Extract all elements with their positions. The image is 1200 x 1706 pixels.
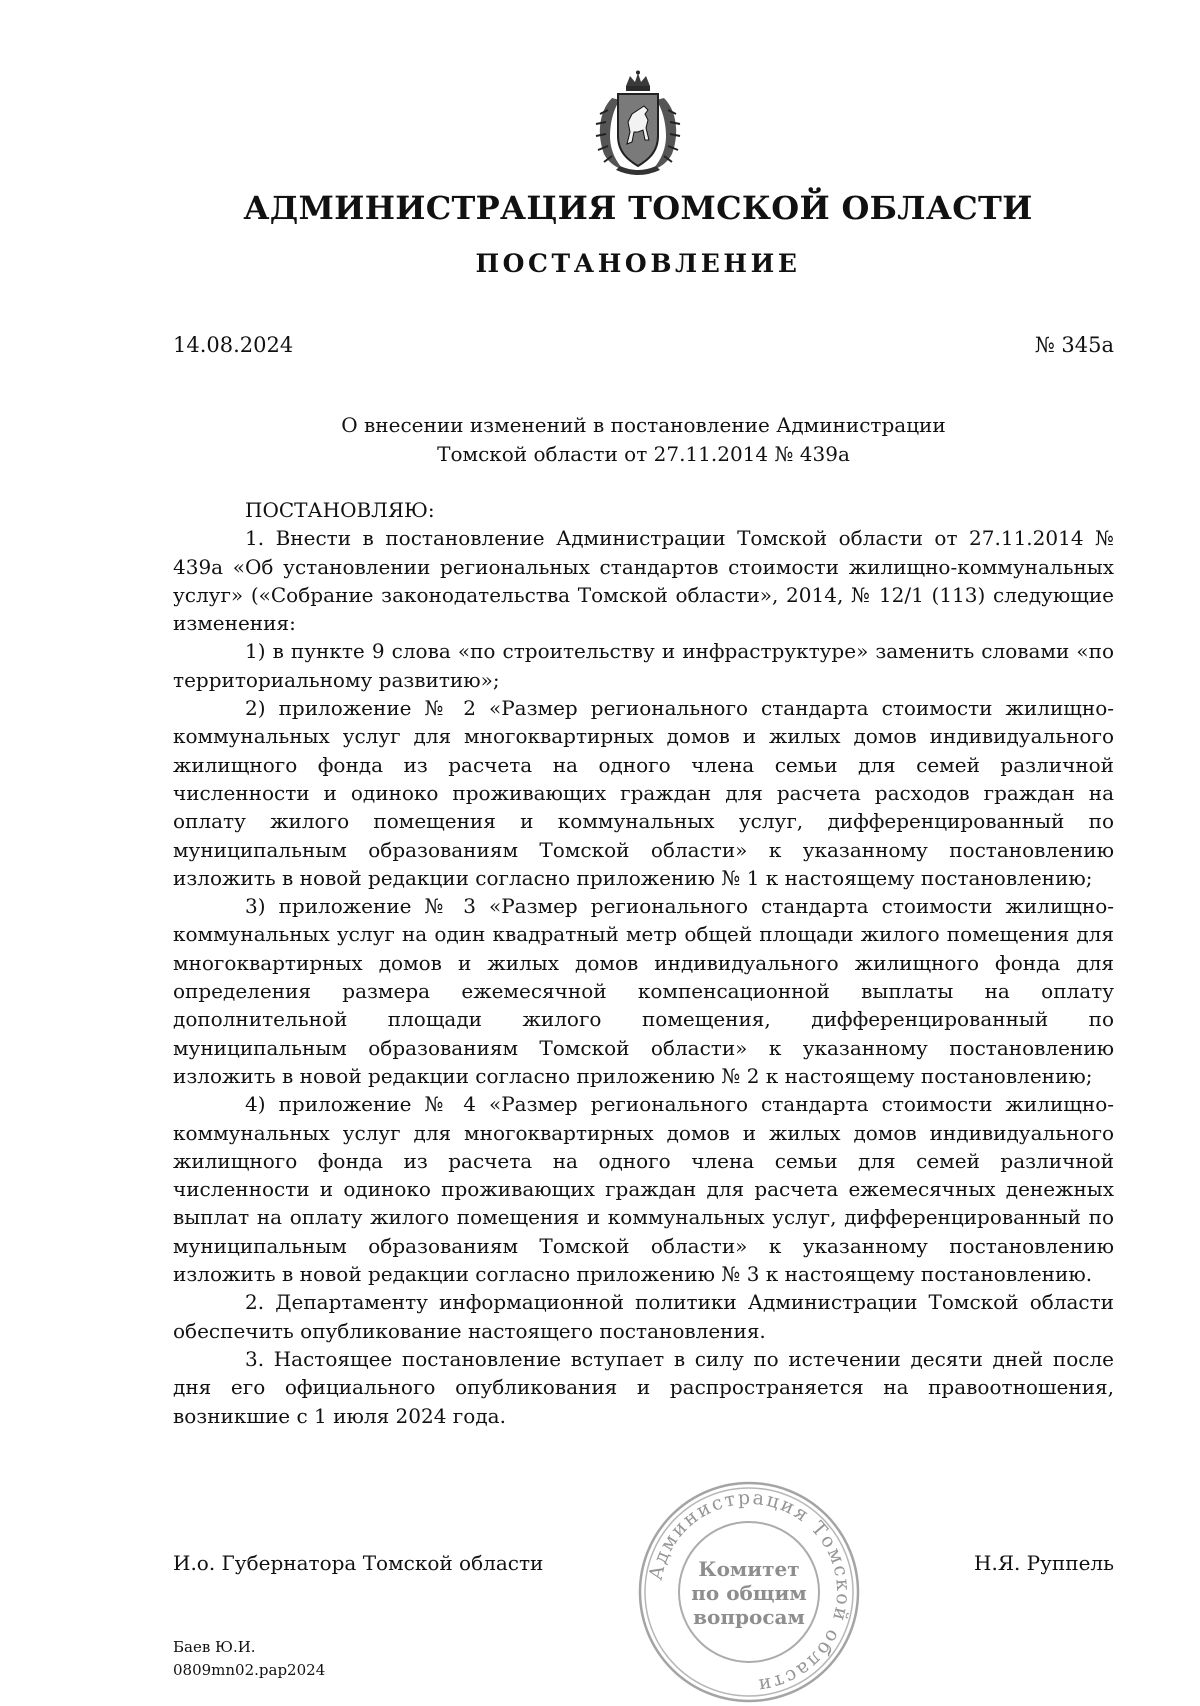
document-type-heading: ПОСТАНОВЛЕНИЕ [475, 249, 801, 278]
stamp-line: Комитет [698, 1557, 800, 1581]
paragraph-2: 2. Департаменту информационной политики Администрации Томской области обеспечить опубликование настоящего постановления. [173, 1290, 1114, 1343]
paragraph-1: 1. Внести в постановление Администрации Томской области от 27.11.2014 № 439а «Об установлении региональных стандартов стоимости жилищно-коммунальных услуг» («Собрание законодательства Томской области», 2014, № 12/1 (113) следующие изменения: [173, 526, 1114, 636]
stamp-line: по общим [691, 1581, 807, 1605]
stamp-line: вопросам [693, 1605, 805, 1629]
executor-block [173, 1636, 325, 1682]
executor-file-code: 0809mn02.pap2024 [173, 1661, 326, 1679]
signature-row [173, 1548, 1114, 1578]
executor-name: Баев Ю.И. [173, 1638, 256, 1656]
subparagraph-1-3: 3) приложение № 3 «Размер регионального стандарта стоимости жилищно-коммунальных услуг на один квадратный метр общей площади жилого помещения для многоквартирных домов и жилых домов индивидуального жилищного фонда для определения размера ежемесячной компенсационной выплаты на оплату дополнительной площади жилого помещения, дифференцированный по муниципальным образованиям Томской области» к указанному постановлению изложить в новой редакции согласно приложению № 2 к настоящему постановлению; [173, 894, 1114, 1088]
official-stamp [635, 1478, 863, 1706]
date-number-row [173, 330, 1114, 360]
coat-of-arms-icon [582, 70, 694, 182]
document-subject [173, 411, 1114, 469]
organization-title: АДМИНИСТРАЦИЯ ТОМСКОЙ ОБЛАСТИ [243, 189, 1033, 227]
paragraph-3: 3. Настоящее постановление вступает в силу по истечении десяти дней после дня его официального опубликования и распространяется на правоотношения, возникшие с 1 июля 2024 года. [173, 1346, 1114, 1428]
stamp-ring-text: Администрация Томской области [644, 1486, 855, 1697]
document-body [173, 496, 1114, 1430]
document-number: № 345а [1034, 333, 1114, 357]
subparagraph-1-1: 1) в пункте 9 слова «по строительству и инфраструктуре» заменить словами «по территориальному развитию»; [173, 639, 1114, 692]
signatory-position: И.о. Губернатора Томской области [173, 1551, 544, 1575]
decree-word: ПОСТАНОВЛЯЮ: [245, 498, 435, 522]
subject-line: Томской области от 27.11.2014 № 439а [437, 442, 850, 466]
signatory-name: Н.Я. Руппель [974, 1551, 1114, 1575]
document-date: 14.08.2024 [173, 333, 294, 357]
subparagraph-1-4: 4) приложение № 4 «Размер регионального стандарта стоимости жилищно-коммунальных услуг для многоквартирных домов и жилых домов индивидуального жилищного фонда из расчета на одного члена семьи для семей различной численности и одиноко проживающих граждан для расчета ежемесячных денежных выплат на оплату жилого помещения и коммунальных услуг, дифференцированный по муниципальным образованиям Томской области» к указанному постановлению изложить в новой редакции согласно приложению № 3 к настоящему постановлению. [173, 1092, 1114, 1287]
subject-line: О внесении изменений в постановление Администрации [341, 413, 946, 437]
subparagraph-1-2: 2) приложение № 2 «Размер регионального стандарта стоимости жилищно-коммунальных услуг для многоквартирных домов и жилых домов индивидуального жилищного фонда из расчета на одного члена семьи для семей различной численности и одиноко проживающих граждан для расчета расходов граждан на оплату жилого помещения и коммунальных услуг, дифференцированный по муниципальным образованиям Томской области» к указанному постановлению изложить в новой редакции согласно приложению № 1 к настоящему постановлению; [173, 696, 1114, 890]
